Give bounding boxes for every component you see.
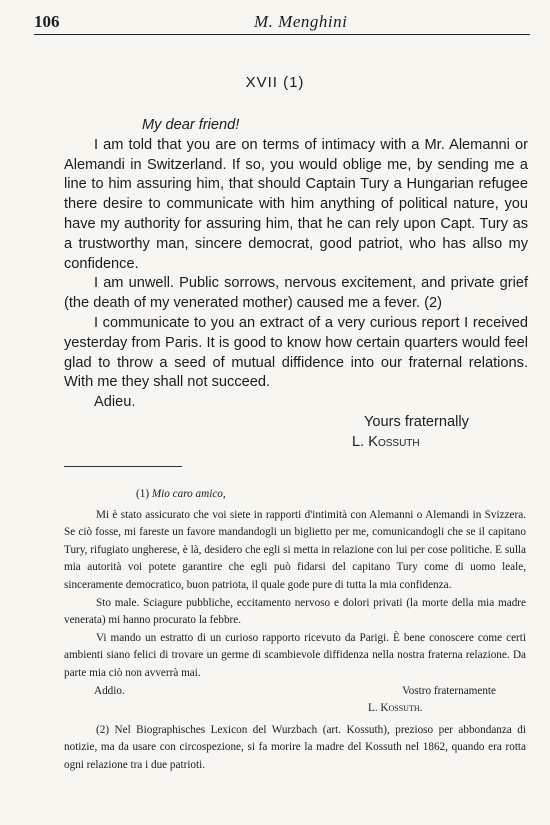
footnote-closing-line [64, 683, 526, 701]
letter-body [64, 116, 528, 453]
footnote-1-label [136, 486, 526, 504]
letter-paragraph: I am told that you are on terms of intimacy with a Mr. Alemanni or Alemandi in Switzerland. If so, you would oblige me, by sending me a line to him assuring him, that should Captain Tury a Hungarian refugee there desire to communicate with him anything of political nature, you have my authority for assuring him, that he can rely upon Capt. Tury as a trustworthy man, sincere democrat, good patriot, who has allso my confidence. [64, 136, 528, 272]
running-head: M. Menghini [254, 12, 348, 31]
footnote-signature: L. Kossuth. [368, 702, 423, 715]
footnote-closing: Vostro fraternamente [402, 684, 496, 697]
letter-paragraph: I am unwell. Public sorrows, nervous excitement, and private grief (the death of my venerated mother) caused me a fever. (2) [64, 275, 528, 312]
footnote-1-number: (1) [136, 488, 150, 500]
letter-number: XVII (1) [245, 74, 305, 91]
closing: Yours fraternally [364, 413, 469, 430]
footnote-2: (2) Nel Biographisches Lexicon del Wurzbach (art. Kossuth), prezioso per abbondanza di notizie, ma da usare con circospezione, si fa morire la madre del Kossuth nel 1862, quando era rotta ogni relazione tra i due patrioti. [64, 723, 526, 771]
footnote-paragraph: Mi è stato assicurato che voi siete in rapporti d'intimità con Alemanni o Alemandi in Svizzera. Se ciò fosse, mi fareste un favore mandandogli un biglietto per me, comunicandogli che se il capitano Tury, rifugiato ungherese, è là, desidero che egli si metta in relazione con lui per cose politiche. E sulla mia autorità voi potete garantire che egli può fidarsi del capitano Tury come di uomo leale, sinceramente democratico, buon patriota, il quale gode pure di tutta la mia confidenza. [64, 508, 526, 591]
page-number: 106 [34, 12, 60, 31]
salutation: My dear friend! [142, 117, 240, 133]
footnote-paragraph: Vi mando un estratto di un curioso rapporto ricevuto da Parigi. È bene conoscere come certi ambienti siano felici di trovare un germe di scambievole diffidenza nella nostra fraterna relazione. Da parte mia ciò non avverrà mai. [64, 631, 526, 679]
footnote-paragraph: Sto male. Sciagure pubbliche, eccitamento nervoso e dolori privati (la morte della mia madre venerata) mi hanno procurato la febbre. [64, 596, 526, 627]
footnotes [64, 486, 526, 775]
adieu: Adieu. [94, 394, 136, 411]
footnote-addio: Addio. [94, 684, 125, 697]
page-header [34, 10, 530, 35]
footnote-1-salutation: Mio caro amico, [151, 488, 226, 500]
letter-paragraph: I communicate to you an extract of a very curious report I received yesterday from Paris. It is good to know how certain quarters would feel glad to throw a seed of mutual diffidence into our fraternal relations. With me they shall not succeed. [64, 314, 528, 391]
footnote-rule [64, 466, 182, 467]
signature: L. Kossuth [352, 433, 420, 450]
